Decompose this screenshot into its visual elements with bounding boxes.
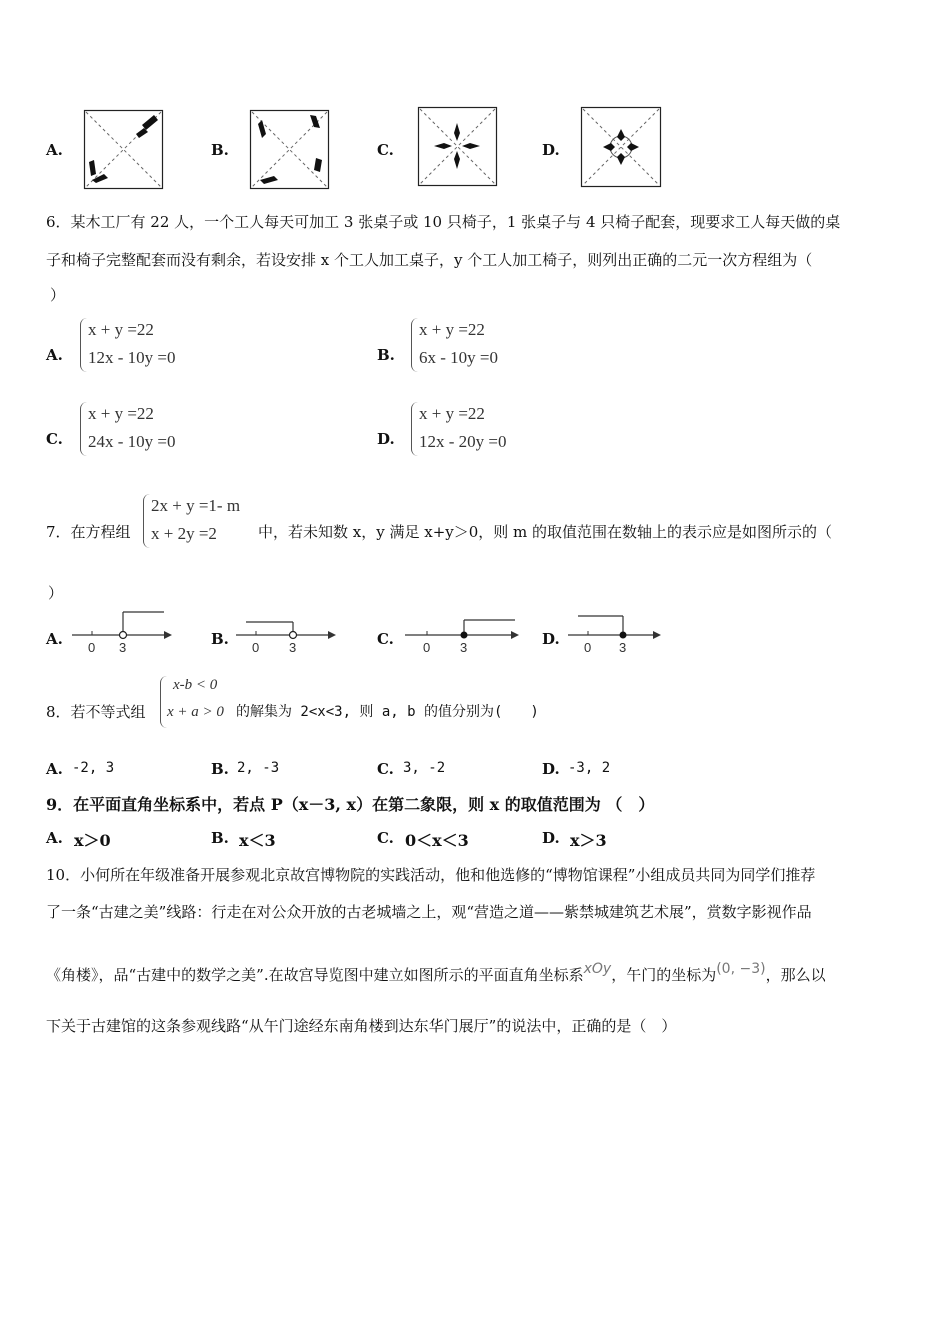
q9-option-d-label: D. [542,829,560,847]
q8-stem-prefix: 8．若不等式组 [46,703,146,721]
q10-line3-part-b: ，午门的坐标为 [611,966,717,984]
q7-option-a-tick0: 0 [88,640,96,655]
q8-option-c-label: C. [377,760,394,778]
q8-option-c-text: 3, -2 [403,760,446,776]
q7-option-d-tick3: 3 [619,640,627,655]
q6-option-c-eq1: x + y =22 [88,404,154,423]
q7-option-d-label: D. [542,630,560,648]
q7-option-d-numberline [568,610,663,655]
q7-stem-close: ） [48,584,64,602]
q6-option-b-eq1: x + y =22 [419,320,485,339]
q9-option-c-text: 0＜x＜3 [405,831,469,850]
q6-option-c-eq2: 24x - 10y =0 [88,432,176,451]
q6-option-d-brace [411,402,418,456]
q5-option-d-label: D. [542,141,560,159]
q6-option-c-label: C. [46,430,63,448]
q9-option-a-label: A. [46,829,63,847]
q8-system-brace [160,676,167,728]
q9-option-c-label: C. [377,829,394,847]
q6-option-d-label: D. [377,430,395,448]
q10-stem-line4: 下关于古建馆的这条参观线路“从午门途经东南角楼到达东华门展厅”的说法中，正确的是（ ） [46,1017,677,1035]
q9-option-b-label: B. [211,829,229,847]
q8-stem-suffix: 的解集为 2<x<3, 则 a, b 的值分别为( ) [236,704,539,720]
q5-option-a-figure [84,110,164,190]
q10-stem-line2: 了一条“古建之美”线路：行走在对公众开放的古老城墙之上，观“营造之道——紫禁城建筑艺术展”，赏数字影视作品 [46,903,812,921]
q8-option-a-label: A. [46,760,63,778]
q7-option-d-tick0: 0 [584,640,592,655]
q6-option-a-label: A. [46,346,63,364]
q6-stem-line2: 子和椅子完整配套而没有剩余，若设安排 x 个工人加工桌子，y 个工人加工椅子，则列出正确的二元一次方程组为（ [46,251,813,269]
q7-option-b-numberline [236,610,336,655]
q5-option-c-figure [418,107,498,187]
q8-option-b-text: 2, -3 [237,760,280,776]
q5-option-b-label: B. [211,141,229,159]
q8-option-a-text: -2, 3 [72,760,115,776]
q7-option-b-label: B. [211,630,229,648]
q6-option-d-eq1: x + y =22 [419,404,485,423]
q8-ineq2: x + a > 0 [167,704,224,720]
q10-stem-line1: 10．小何所在年级准备开展参观北京故宫博物院的实践活动，他和他选修的“博物馆课程”小组成员共同为同学们推荐 [46,866,816,884]
q6-option-c-brace [80,402,87,456]
q6-stem-line1: 6．某木工厂有 22 人，一个工人每天可加工 3 张桌子或 10 只椅子，1 张桌子与 4 只椅子配套，现要求工人每天做的桌 [46,213,841,231]
q7-option-a-numberline [72,610,172,655]
q10-stem-line3 [46,961,826,986]
q5-option-b-figure [250,110,330,190]
q5-option-c-label: C. [377,141,394,159]
q8-ineq1: x-b < 0 [173,677,218,693]
q6-option-b-label: B. [377,346,395,364]
q10-coordinate-system: xOy [583,961,612,977]
q7-option-b-tick3: 3 [289,640,297,655]
q7-eq2: x + 2y =2 [151,524,217,543]
q7-option-a-tick3: 3 [119,640,127,655]
q6-stem-line3: ） [50,286,66,304]
q7-option-c-label: C. [377,630,394,648]
q6-option-a-eq2: 12x - 10y =0 [88,348,176,367]
q7-option-c-tick3: 3 [460,640,468,655]
q6-option-a-brace [80,318,87,372]
q8-option-d-text: -3, 2 [568,760,611,776]
q7-option-c-tick0: 0 [423,640,431,655]
q7-stem-prefix: 7．在方程组 [46,523,131,541]
q7-option-a-label: A. [46,630,63,648]
q7-stem-suffix: 中，若未知数 x，y 满足 x+y＞0，则 m 的取值范围在数轴上的表示应是如图所示的（ [258,523,833,541]
q8-option-b-label: B. [211,760,229,778]
q7-option-c-numberline [405,610,520,655]
q9-option-b-text: x＜3 [239,831,276,850]
q7-eq1: 2x + y =1- m [151,496,241,515]
q5-option-a-label: A. [46,141,63,159]
q10-line3-part-a: 《角楼》，品“古建中的数学之美”.在故宫导览图中建立如图所示的平面直角坐标系 [46,966,584,984]
q6-option-b-eq2: 6x - 10y =0 [419,348,498,367]
q5-option-d-figure [581,107,663,189]
q7-system-brace [143,494,150,548]
q9-option-a-text: x＞0 [74,831,111,850]
q6-option-b-brace [411,318,418,372]
q8-option-d-label: D. [542,760,560,778]
q7-option-b-tick0: 0 [252,640,260,655]
q6-option-a-eq1: x + y =22 [88,320,154,339]
q10-wumen-coordinate: (0, −3) [716,961,766,977]
q6-option-d-eq2: 12x - 20y =0 [419,432,507,451]
q9-option-d-text: x＞3 [570,831,607,850]
q9-stem: 9．在平面直角坐标系中，若点 P（x－3, x）在第二象限，则 x 的取值范围为 （ ） [46,795,655,814]
q10-line3-part-c: ，那么以 [765,966,826,984]
